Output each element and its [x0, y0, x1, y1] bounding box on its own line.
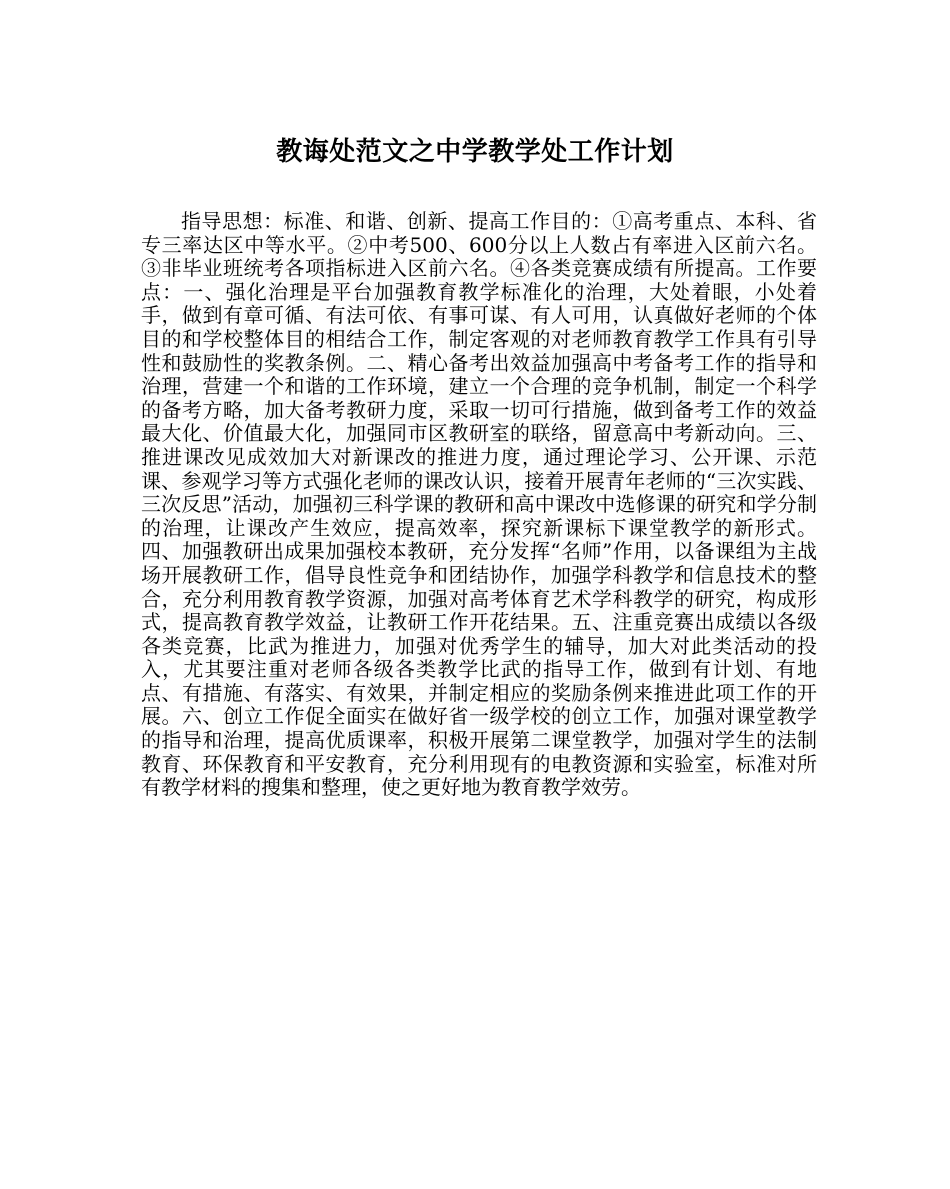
document-title: 教诲处范文之中学教学处工作计划 [276, 137, 674, 167]
document-body-paragraph: 指导思想：标准、和谐、创新、提高工作目的：①高考重点、本科、省专三率达区中等水平。②中考500、600分以上人数占有率进入区前六名。③非毕业班统考各项指标进入区前六名。④各类竞赛成绩有所提高。工作要点：一、强化治理是平台加强教育教学标准化的治理，大处着眼，小处着手，做到有章可循、有法可依、有事可谋、有人可用，认真做好老师的个体目的和学校整体目的相结合工作，制定客观的对老师教育教学工作具有引导性和鼓励性的奖教条例。二、精心备考出效益加强高中考备考工作的指导和治理，营建一个和谐的工作环境，建立一个合理的竞争机制，制定一个科学的备考方略，加大备考教研力度，采取一切可行措施，做到备考工作的效益最大化、价值最大化，加强同市区教研室的联络，留意高中考新动向。三、推进课改见成效加大对新课改的推进力度，通过理论学习、公开课、示范课、参观学习等方式强化老师的课改认识，接着开展青年老师的“三次实践、三次反思”活动，加强初三科学课的教研和高中课改中选修课的研究和学分制的治理，让课改产生效应，提高效率，探究新课标下课堂教学的新形式。四、加强教研出成果加强校本教研，充分发挥“名师”作用，以备课组为主战场开展教研工作，倡导良性竞争和团结协作，加强学科教学和信息技术的整合，充分利用教育教学资源，加强对高考体育艺术学科教学的研究，构成形式，提高教育教学效益，让教研工作开花结果。五、注重竞赛出成绩以各级各类竞赛，比武为推进力，加强对优秀学生的辅导，加大对此类活动的投入，尤其要注重对老师各级各类教学比武的指导工作，做到有计划、有地点、有措施、有落实、有效果，并制定相应的奖励条例来推进此项工作的开展。六、创立工作促全面实在做好省一级学校的创立工作，加强对课堂教学的指导和治理，提高优质课率，积极开展第二课堂教学，加强对学生的法制教育、环保教育和平安教育，充分利用现有的电教资源和实验室，标准对所有教学材料的搜集和整理，使之更好地为教育教学效劳。 [141, 209, 817, 800]
